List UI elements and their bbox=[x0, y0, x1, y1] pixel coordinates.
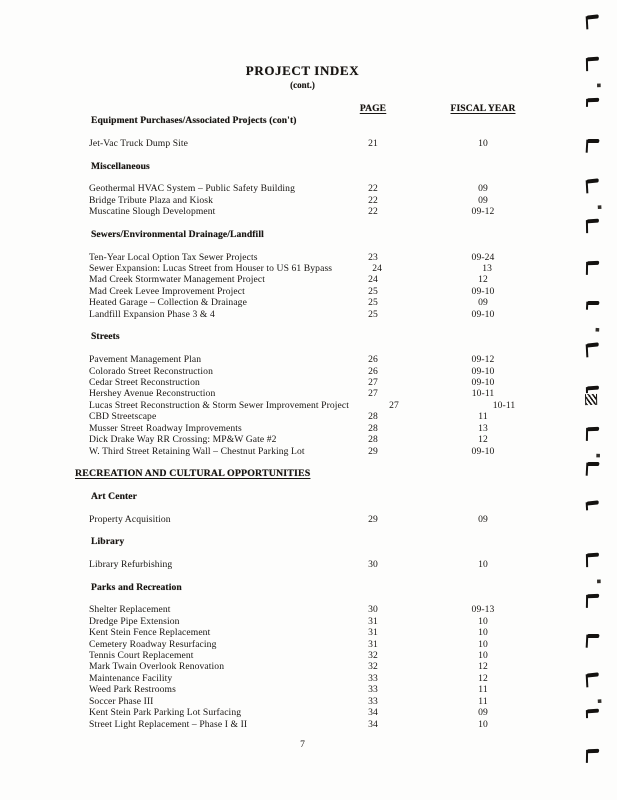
index-row bbox=[89, 388, 548, 399]
project-fiscal-year: 09-10 bbox=[471, 445, 495, 457]
section-heading: Art Center bbox=[91, 491, 138, 503]
index-row bbox=[89, 309, 548, 320]
project-fiscal-year: 09-24 bbox=[471, 251, 495, 263]
project-page: 26 bbox=[368, 354, 378, 366]
column-header-page: PAGE bbox=[359, 103, 387, 114]
project-name: Dick Drake Way RR Crossing: MP&W Gate #2 bbox=[89, 434, 277, 446]
project-name: Kent Stein Park Parking Lot Surfacing bbox=[89, 707, 242, 719]
project-name: Colorado Street Reconstruction bbox=[89, 365, 213, 377]
project-fiscal-year: 11 bbox=[478, 411, 488, 423]
index-row bbox=[89, 274, 548, 285]
index-row bbox=[89, 400, 548, 411]
project-fiscal-year: 09-12 bbox=[471, 206, 495, 218]
project-page: 22 bbox=[368, 206, 378, 218]
project-page: 24 bbox=[368, 274, 378, 286]
index-row bbox=[89, 411, 548, 422]
section-heading: Streets bbox=[91, 331, 120, 343]
project-name: Street Light Replacement – Phase I & II bbox=[89, 718, 248, 730]
section-heading: Sewers/Environmental Drainage/Landfill bbox=[91, 228, 264, 240]
project-page: 23 bbox=[368, 251, 378, 263]
project-fiscal-year: 09 bbox=[478, 194, 488, 206]
section-items bbox=[89, 138, 548, 149]
project-name: CBD Streetscape bbox=[89, 411, 157, 423]
index-row bbox=[89, 673, 548, 684]
project-name: Muscatine Slough Development bbox=[89, 206, 216, 218]
project-name: Soccer Phase III bbox=[89, 695, 154, 707]
project-page: 31 bbox=[368, 638, 378, 650]
project-fiscal-year: 10 bbox=[478, 558, 488, 570]
project-name: Mad Creek Stormwater Management Project bbox=[89, 274, 266, 286]
project-fiscal-year: 10 bbox=[478, 718, 488, 730]
index-row bbox=[89, 252, 548, 263]
index-row bbox=[89, 627, 548, 638]
project-fiscal-year: 09-10 bbox=[471, 365, 495, 377]
section-heading: Library bbox=[91, 536, 125, 548]
project-fiscal-year: 10 bbox=[478, 627, 488, 639]
project-name: Library Refurbishing bbox=[89, 558, 173, 570]
project-name: Cemetery Roadway Resurfacing bbox=[89, 638, 217, 650]
project-name: Property Acquisition bbox=[89, 513, 171, 525]
project-fiscal-year: 09-10 bbox=[471, 285, 495, 297]
project-name: Cedar Street Reconstruction bbox=[89, 377, 200, 389]
project-name: Mark Twain Overlook Renovation bbox=[89, 661, 225, 673]
index-row bbox=[89, 366, 548, 377]
project-name: Musser Street Roadway Improvements bbox=[89, 422, 242, 434]
section-items bbox=[89, 559, 548, 570]
project-fiscal-year: 11 bbox=[478, 684, 488, 696]
index-row bbox=[89, 354, 548, 365]
project-name: Geothermal HVAC System – Public Safety Building bbox=[89, 183, 295, 195]
index-row bbox=[89, 183, 548, 194]
project-page: 24 bbox=[372, 263, 382, 275]
index-row bbox=[89, 514, 548, 525]
project-name: Pavement Management Plan bbox=[89, 354, 202, 366]
project-page: 22 bbox=[368, 183, 378, 195]
project-page: 27 bbox=[389, 399, 399, 411]
page-title: PROJECT INDEX bbox=[245, 63, 360, 78]
project-page: 28 bbox=[368, 434, 378, 446]
project-page: 27 bbox=[368, 377, 378, 389]
index-row bbox=[89, 604, 548, 615]
section-heading-major: RECREATION AND CULTURAL OPPORTUNITIES bbox=[75, 468, 311, 480]
project-fiscal-year: 10-11 bbox=[492, 399, 516, 411]
index-content bbox=[0, 103, 617, 730]
project-name: Kent Stein Fence Replacement bbox=[89, 627, 211, 639]
index-row bbox=[89, 286, 548, 297]
project-page: 21 bbox=[368, 138, 378, 150]
section-items bbox=[89, 354, 548, 457]
project-page: 29 bbox=[368, 445, 378, 457]
section-heading: Parks and Recreation bbox=[91, 581, 182, 593]
index-row bbox=[89, 684, 548, 695]
project-page: 33 bbox=[368, 695, 378, 707]
section-heading: Miscellaneous bbox=[91, 160, 150, 172]
project-page: 26 bbox=[368, 365, 378, 377]
project-name: W. Third Street Retaining Wall – Chestnut Parking Lot bbox=[89, 445, 305, 457]
project-page: 27 bbox=[368, 388, 378, 400]
index-row bbox=[89, 138, 548, 149]
index-row bbox=[89, 297, 548, 308]
index-row bbox=[89, 206, 548, 217]
project-fiscal-year: 12 bbox=[478, 661, 488, 673]
section-items bbox=[89, 514, 548, 525]
project-page: 25 bbox=[368, 308, 378, 320]
project-name: Sewer Expansion: Lucas Street from Houser to US 61 Bypass bbox=[89, 263, 333, 275]
project-fiscal-year: 10 bbox=[478, 615, 488, 627]
index-row bbox=[89, 616, 548, 627]
index-row bbox=[89, 650, 548, 661]
project-page: 31 bbox=[368, 615, 378, 627]
project-page: 30 bbox=[368, 558, 378, 570]
project-page: 32 bbox=[368, 661, 378, 673]
project-name: Dredge Pipe Extension bbox=[89, 615, 180, 627]
project-fiscal-year: 09-13 bbox=[471, 604, 495, 616]
project-page: 31 bbox=[368, 627, 378, 639]
project-page: 30 bbox=[368, 604, 378, 616]
comb-binding-mark-icon bbox=[584, 748, 601, 765]
project-name: Bridge Tribute Plaza and Kiosk bbox=[89, 194, 213, 206]
project-name: Shelter Replacement bbox=[89, 604, 171, 616]
project-fiscal-year: 10-11 bbox=[471, 388, 495, 400]
project-fiscal-year: 09 bbox=[478, 297, 488, 309]
project-name: Ten-Year Local Option Tax Sewer Projects bbox=[89, 251, 258, 263]
section-items bbox=[89, 183, 548, 217]
project-name: Weed Park Restrooms bbox=[89, 684, 176, 696]
index-body bbox=[75, 115, 548, 730]
project-page: 28 bbox=[368, 422, 378, 434]
comb-binding-mark-icon bbox=[584, 14, 602, 32]
project-page: 33 bbox=[368, 672, 378, 684]
project-page: 25 bbox=[368, 285, 378, 297]
index-row bbox=[89, 639, 548, 650]
column-header-fiscal-year: FISCAL YEAR bbox=[450, 103, 516, 114]
project-fiscal-year: 12 bbox=[478, 672, 488, 684]
project-fiscal-year: 10 bbox=[478, 638, 488, 650]
index-row bbox=[89, 707, 548, 718]
project-fiscal-year: 09-10 bbox=[471, 308, 495, 320]
project-name: Hershey Avenue Reconstruction bbox=[89, 388, 216, 400]
index-row bbox=[89, 434, 548, 445]
project-fiscal-year: 09 bbox=[478, 183, 488, 195]
index-row bbox=[89, 263, 548, 274]
project-name: Tennis Court Replacement bbox=[89, 650, 194, 662]
project-fiscal-year: 13 bbox=[478, 422, 488, 434]
project-page: 25 bbox=[368, 297, 378, 309]
project-fiscal-year: 09 bbox=[478, 513, 488, 525]
project-name: Jet-Vac Truck Dump Site bbox=[89, 138, 189, 150]
project-name: Mad Creek Levee Improvement Project bbox=[89, 285, 245, 297]
project-page: 33 bbox=[368, 684, 378, 696]
section-items bbox=[89, 252, 548, 321]
project-fiscal-year: 11 bbox=[478, 695, 488, 707]
project-name: Maintenance Facility bbox=[89, 672, 173, 684]
index-row bbox=[89, 377, 548, 388]
project-fiscal-year: 12 bbox=[478, 274, 488, 286]
project-fiscal-year: 09-10 bbox=[471, 377, 495, 389]
project-fiscal-year: 12 bbox=[478, 434, 488, 446]
column-headers bbox=[89, 103, 548, 114]
index-row bbox=[89, 559, 548, 570]
project-page: 34 bbox=[368, 718, 378, 730]
index-row bbox=[89, 661, 548, 672]
project-page: 29 bbox=[368, 513, 378, 525]
project-fiscal-year: 10 bbox=[478, 138, 488, 150]
project-fiscal-year: 09 bbox=[478, 707, 488, 719]
project-page: 22 bbox=[368, 194, 378, 206]
project-fiscal-year: 13 bbox=[482, 263, 492, 275]
index-row bbox=[89, 195, 548, 206]
section-items bbox=[89, 604, 548, 730]
project-fiscal-year: 10 bbox=[478, 650, 488, 662]
page-subtitle: (cont.) bbox=[290, 80, 315, 90]
index-row bbox=[89, 446, 548, 457]
index-row bbox=[89, 696, 548, 707]
project-page: 28 bbox=[368, 411, 378, 423]
project-name: Lucas Street Reconstruction & Storm Sewer Improvement Project bbox=[89, 399, 350, 411]
page-number: 7 bbox=[300, 739, 305, 750]
project-page: 32 bbox=[368, 650, 378, 662]
index-row bbox=[89, 719, 548, 730]
project-name: Heated Garage – Collection & Drainage bbox=[89, 297, 247, 309]
project-name: Landfill Expansion Phase 3 & 4 bbox=[89, 308, 215, 320]
project-page: 34 bbox=[368, 707, 378, 719]
section-heading: Equipment Purchases/Associated Projects (con't) bbox=[91, 115, 297, 127]
index-row bbox=[89, 423, 548, 434]
project-fiscal-year: 09-12 bbox=[471, 354, 495, 366]
